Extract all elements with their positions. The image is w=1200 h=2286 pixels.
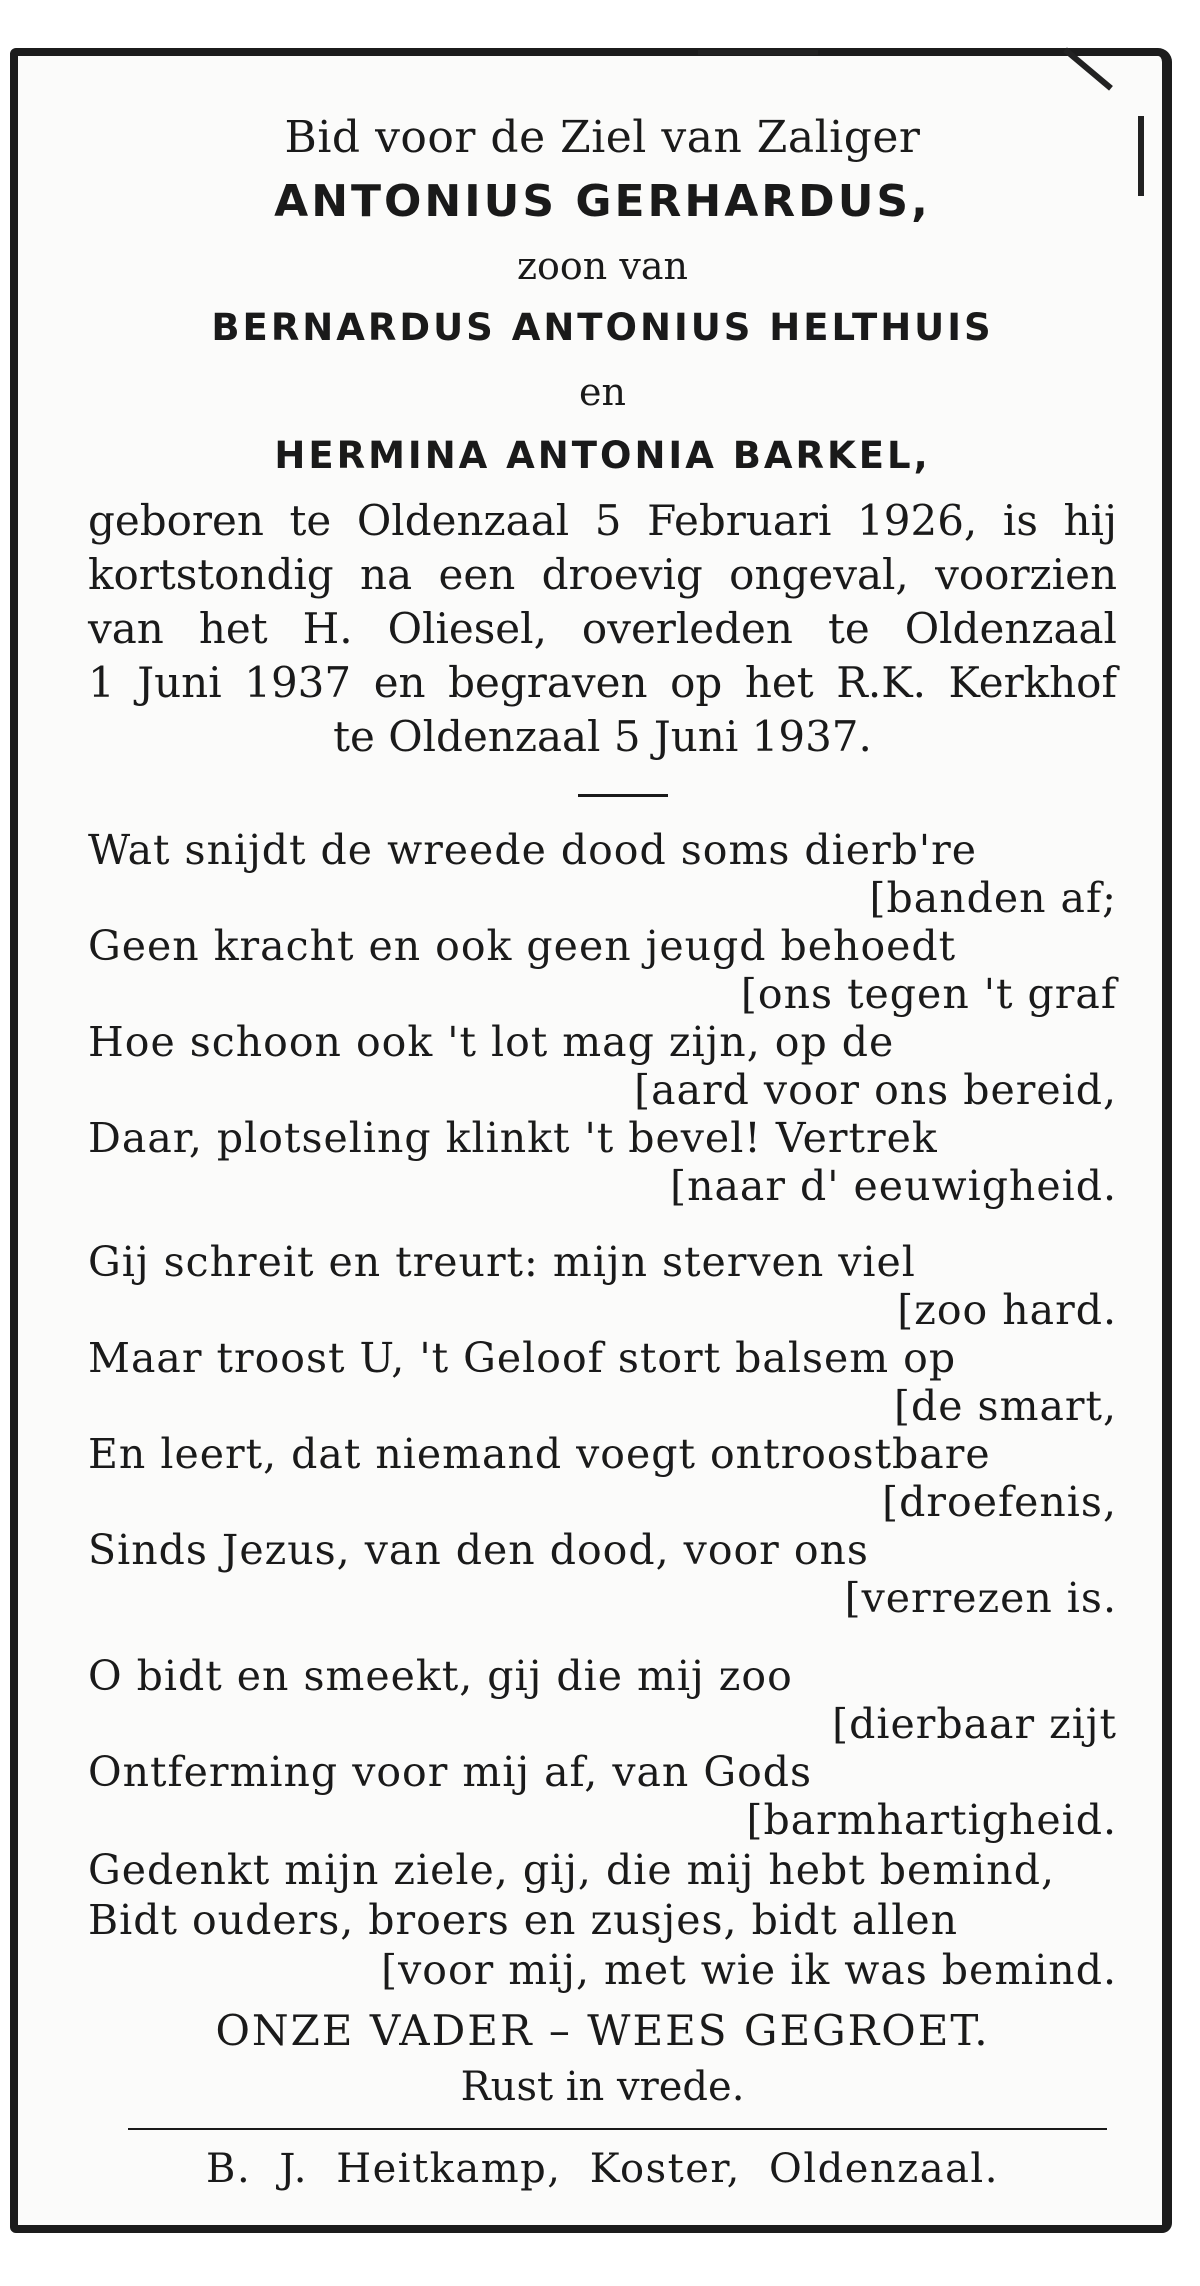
poem-continuation: [naar d' eeuwigheid. xyxy=(670,1162,1117,1210)
and-label: en xyxy=(579,370,626,414)
poem-continuation: [banden af; xyxy=(869,874,1117,922)
rest-in-peace: Rust in vrede. xyxy=(460,2064,745,2110)
poem-line: Daar, plotseling klinkt 't bevel! Vertrek xyxy=(88,1114,938,1162)
poem-continuation: [dierbaar zijt xyxy=(832,1700,1117,1748)
footer-divider xyxy=(128,2128,1107,2130)
bio-line: te Oldenzaal 5 Juni 1937. xyxy=(333,712,872,761)
bio-line: geboren te Oldenzaal 5 Februari 1926, is hij xyxy=(88,496,1117,545)
deceased-name: ANTONIUS GERHARDUS, xyxy=(274,176,931,227)
poem-line: Geen kracht en ook geen jeugd behoedt xyxy=(88,922,957,970)
poem-line: O bidt en smeekt, gij die mij zoo xyxy=(88,1652,793,1700)
poem-line: Maar troost U, 't Geloof stort balsem op xyxy=(88,1334,957,1382)
printer-imprint: B. J. Heitkamp, Koster, Oldenzaal. xyxy=(206,2146,999,2192)
prayer-line: ONZE VADER – WEES GEGROET. xyxy=(215,2006,990,2055)
poem-line: Gij schreit en treurt: mijn sterven viel xyxy=(88,1238,916,1286)
poem-continuation: [zoo hard. xyxy=(897,1286,1117,1334)
poem-continuation: [de smart, xyxy=(893,1382,1117,1430)
poem-line: Hoe schoon ook 't lot mag zijn, op de xyxy=(88,1018,895,1066)
poem-continuation: [ons tegen 't graf xyxy=(740,970,1117,1018)
bio-line: kortstondig na een droevig ongeval, voorzien xyxy=(88,550,1117,599)
poem-continuation: [voor mij, met wie ik was bemind. xyxy=(381,1946,1117,1994)
poem-continuation: [verrezen is. xyxy=(844,1574,1117,1622)
son-of-label: zoon van xyxy=(517,244,688,288)
poem-line: En leert, dat niemand voegt ontroostbare xyxy=(88,1430,991,1478)
poem-line: Sinds Jezus, van den dood, voor ons xyxy=(88,1526,869,1574)
poem-continuation: [aard voor ons bereid, xyxy=(634,1066,1117,1114)
bio-line: 1 Juni 1937 en begraven op het R.K. Kerkhof xyxy=(88,658,1117,707)
worn-edge-mark xyxy=(1138,116,1144,196)
poem-continuation: [barmhartigheid. xyxy=(746,1796,1117,1844)
father-name: BERNARDUS ANTONIUS HELTHUIS xyxy=(211,306,994,349)
heading: Bid voor de Ziel van Zaliger xyxy=(284,112,921,163)
worn-edge-mark xyxy=(1063,47,1113,90)
mother-name: HERMINA ANTONIA BARKEL, xyxy=(274,434,931,477)
memorial-card xyxy=(10,48,1172,2233)
divider xyxy=(578,794,668,797)
poem-line: Bidt ouders, broers en zusjes, bidt allen xyxy=(88,1896,959,1944)
worn-edge-mark xyxy=(698,50,818,55)
poem-continuation: [droefenis, xyxy=(882,1478,1117,1526)
poem-line: Wat snijdt de wreede dood soms dierb're xyxy=(88,826,978,874)
bio-line: van het H. Oliesel, overleden te Oldenzaal xyxy=(88,604,1117,653)
poem-line: Gedenkt mijn ziele, gij, die mij hebt bemind, xyxy=(88,1846,1055,1894)
poem-line: Ontferming voor mij af, van Gods xyxy=(88,1748,813,1796)
